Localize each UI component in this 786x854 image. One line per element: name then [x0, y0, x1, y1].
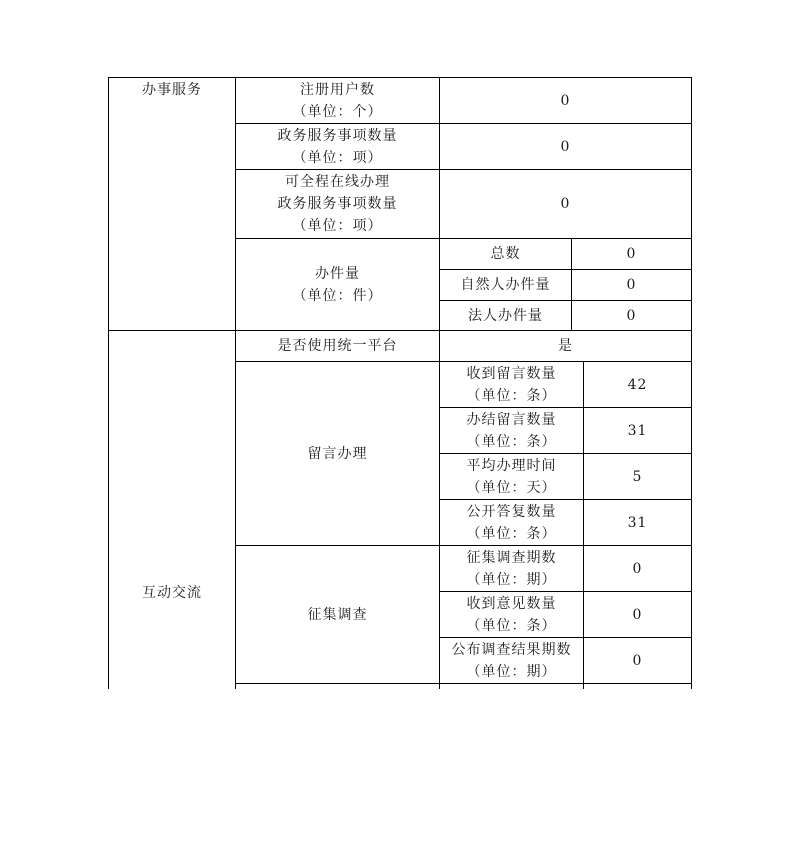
survey-results-label-text: 公布调查结果期数 [451, 641, 572, 658]
service-items-value [440, 124, 691, 169]
cases-total-value-text: 0 [626, 246, 637, 262]
registered-users-label: 注册用户数 [300, 81, 375, 98]
messages-closed-label [440, 408, 583, 453]
messages-avg-time-value-text: 5 [632, 468, 643, 485]
cases-total-label [440, 239, 571, 269]
online-items-label-line1: 可全程在线办理 [285, 174, 390, 190]
cases-legal-label-text: 法人办件量 [468, 307, 543, 324]
survey-results-value [584, 638, 691, 683]
section-label-office [109, 77, 235, 332]
survey-results-unit: （单位：期） [466, 663, 557, 680]
cases-label: 办件量 [315, 265, 360, 282]
unified-platform-value-text: 是 [558, 338, 573, 354]
messages-closed-value [584, 408, 691, 453]
messages-closed-label-text: 办结留言数量 [466, 411, 557, 428]
section-label-interaction [109, 331, 235, 854]
row-label-unified-platform [236, 331, 439, 361]
messages-public-unit: （单位：条） [466, 525, 557, 542]
unified-platform-label: 是否使用统一平台 [277, 338, 398, 354]
survey-opinions-unit: （单位：条） [466, 617, 557, 634]
survey-opinions-label [440, 592, 583, 637]
online-items-unit: （单位：项） [292, 218, 383, 234]
survey-label: 征集调查 [307, 606, 368, 623]
messages-public-label-text: 公开答复数量 [466, 503, 557, 520]
service-items-unit: （单位：项） [292, 149, 383, 166]
online-items-value [440, 170, 691, 238]
messages-label: 留言办理 [307, 445, 368, 462]
messages-public-value [584, 500, 691, 545]
registered-users-value-text: 0 [560, 92, 571, 109]
survey-opinions-value [584, 592, 691, 637]
cases-natural-value-text: 0 [626, 277, 637, 293]
cases-natural-label-text: 自然人办件量 [460, 277, 551, 293]
cases-legal-value-text: 0 [626, 307, 637, 324]
online-items-value-text: 0 [560, 196, 571, 212]
cases-legal-value [572, 301, 691, 330]
survey-results-label [440, 638, 583, 683]
survey-periods-value [584, 546, 691, 591]
messages-avg-time-label [440, 454, 583, 499]
survey-periods-unit: （单位：期） [466, 571, 557, 588]
row-label-survey [236, 546, 439, 683]
cases-natural-label [440, 270, 571, 300]
cases-total-value [572, 239, 691, 269]
messages-received-label [440, 362, 583, 407]
unified-platform-value [440, 331, 691, 361]
cases-legal-label [440, 301, 571, 330]
row-label-cases [236, 239, 439, 330]
messages-avg-time-unit: （单位：天） [466, 479, 557, 496]
messages-avg-time-value [584, 454, 691, 499]
messages-received-label-text: 收到留言数量 [466, 365, 557, 382]
service-items-label: 政务服务事项数量 [277, 127, 398, 144]
service-items-value-text: 0 [560, 138, 571, 155]
row-label-messages [236, 362, 439, 545]
survey-results-value-text: 0 [632, 652, 643, 669]
section-label-office-text: 办事服务 [142, 82, 202, 98]
cases-total-label-text: 总数 [490, 246, 521, 262]
cases-unit: （单位：件） [292, 287, 383, 304]
registered-users-unit: （单位：个） [292, 103, 383, 120]
registered-users-value [440, 78, 691, 123]
messages-public-value-text: 31 [627, 514, 648, 531]
online-items-label-line2: 政务服务事项数量 [277, 196, 398, 212]
survey-periods-value-text: 0 [632, 560, 643, 577]
messages-avg-time-label-text: 平均办理时间 [466, 457, 557, 474]
messages-public-label [440, 500, 583, 545]
section-label-interaction-text: 互动交流 [142, 584, 202, 601]
messages-closed-value-text: 31 [627, 422, 648, 439]
survey-periods-label [440, 546, 583, 591]
cases-natural-value [572, 270, 691, 300]
row-label-service-items [236, 124, 439, 169]
row-label-online-items [236, 170, 439, 238]
messages-closed-unit: （单位：条） [466, 433, 557, 450]
row-label-registered-users [236, 78, 439, 123]
survey-periods-label-text: 征集调查期数 [466, 549, 557, 566]
messages-received-value-text: 42 [627, 376, 648, 393]
survey-opinions-value-text: 0 [632, 606, 643, 623]
messages-received-value [584, 362, 691, 407]
survey-opinions-label-text: 收到意见数量 [466, 595, 557, 612]
messages-received-unit: （单位：条） [466, 387, 557, 404]
